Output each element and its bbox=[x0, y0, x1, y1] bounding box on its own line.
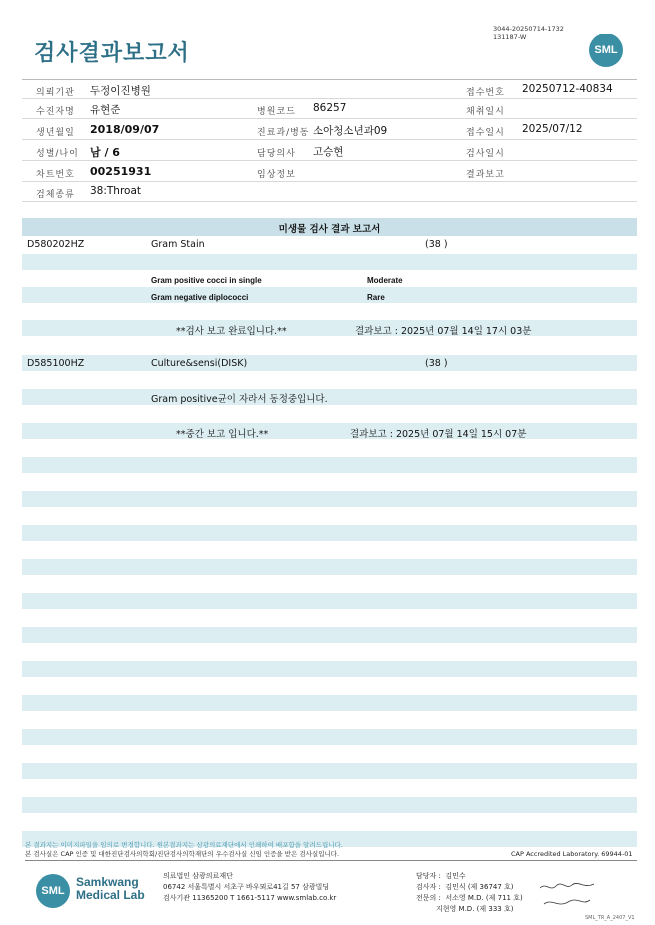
result-row-band bbox=[22, 593, 637, 609]
page-title: 검사결과보고서 bbox=[34, 41, 190, 66]
field-label: 담당의사 bbox=[257, 149, 296, 159]
field-label: 생년월일 bbox=[36, 128, 75, 138]
field-value: 38:Throat bbox=[90, 185, 142, 197]
field-label: 의뢰기관 bbox=[36, 88, 75, 98]
field-label: 차트번호 bbox=[36, 170, 75, 180]
info-row bbox=[22, 182, 637, 202]
field-label: 접수번호 bbox=[466, 88, 505, 98]
field-label: 병원코드 bbox=[257, 107, 296, 117]
final-report-note: **검사 보고 완료입니다.** bbox=[176, 326, 287, 337]
field-value: 00251931 bbox=[90, 165, 152, 178]
result-row-band bbox=[22, 729, 637, 745]
info-row bbox=[22, 141, 637, 161]
field-value: 2025/07/12 bbox=[522, 123, 583, 135]
staff-line: 전문의 : 서소영 M.D. (제 711 호) bbox=[416, 894, 523, 902]
field-label: 수진자명 bbox=[36, 107, 75, 117]
result-row-band bbox=[22, 797, 637, 813]
field-label: 성별/나이 bbox=[36, 149, 79, 159]
cap-accreditation: CAP Accredited Laboratory. 69944-01 bbox=[511, 850, 633, 858]
gram-organism: Gram negative diplococci bbox=[151, 293, 249, 302]
field-value: 20250712-40834 bbox=[522, 83, 613, 95]
info-row bbox=[22, 99, 637, 119]
test-number: (38 ) bbox=[425, 358, 448, 369]
result-row-band bbox=[22, 491, 637, 507]
field-value: 두정이진병원 bbox=[90, 85, 151, 97]
field-label: 결과보고 bbox=[466, 170, 505, 180]
result-row-band bbox=[22, 559, 637, 575]
culture-note: Gram positive균이 자라서 동정중입니다. bbox=[151, 394, 328, 405]
brand-line2: Medical Lab bbox=[76, 888, 145, 902]
field-value: 2018/09/07 bbox=[90, 123, 160, 136]
org-address: 06742 서울특별시 서초구 바우뫼로41길 57 삼광빌딩 bbox=[163, 883, 330, 891]
result-row-band bbox=[22, 525, 637, 541]
footer-notice: 본 결과지는 이미지파일을 임의로 변경합니다. 원본결과지는 삼광의료재단에서 인쇄하여 배포함을 알려드립니다. bbox=[25, 841, 343, 849]
result-row-band bbox=[22, 389, 637, 405]
gram-organism: Gram positive cocci in single bbox=[151, 276, 262, 285]
result-row-band bbox=[22, 287, 637, 303]
signature-image bbox=[538, 880, 598, 910]
document-id bbox=[493, 25, 564, 41]
document-id-line1: 3044-20250714-1732 bbox=[493, 25, 564, 33]
info-row bbox=[22, 162, 637, 182]
test-code: D580202HZ bbox=[27, 239, 85, 250]
form-code: SML_TR_A_2407_V1 bbox=[585, 915, 635, 921]
field-value: 소아청소년과09 bbox=[313, 125, 388, 137]
footer-logo: SML bbox=[36, 874, 70, 908]
field-label: 접수일시 bbox=[466, 128, 505, 138]
footer-divider bbox=[25, 860, 637, 861]
info-row bbox=[22, 79, 637, 99]
test-code: D585100HZ bbox=[27, 358, 85, 369]
result-row-band bbox=[22, 661, 637, 677]
field-value: 86257 bbox=[313, 102, 347, 114]
document-id-line2: 131187-W bbox=[493, 33, 527, 41]
result-row-band bbox=[22, 423, 637, 439]
staff-line: 지현영 M.D. (제 333 호) bbox=[416, 905, 514, 913]
interim-report-time: 결과보고 : 2025년 07월 14일 15시 07분 bbox=[350, 429, 527, 440]
gram-amount: Moderate bbox=[367, 276, 403, 285]
result-row-band bbox=[22, 763, 637, 779]
interim-report-note: **중간 보고 입니다.** bbox=[176, 429, 269, 440]
test-name: Gram Stain bbox=[151, 239, 205, 250]
field-label: 검체종류 bbox=[36, 190, 75, 200]
field-value: 유현준 bbox=[90, 104, 121, 116]
section-title: 미생물 검사 결과 보고서 bbox=[278, 224, 381, 235]
info-row bbox=[22, 120, 637, 140]
gram-amount: Rare bbox=[367, 293, 385, 302]
org-name: 의료법인 삼광의료재단 bbox=[163, 872, 233, 880]
field-label: 채취일시 bbox=[466, 107, 505, 117]
final-report-time: 결과보고 : 2025년 07월 14일 17시 03분 bbox=[355, 326, 532, 337]
field-label: 임상정보 bbox=[257, 170, 296, 180]
staff-line: 담당자 : 김민수 bbox=[416, 872, 466, 880]
result-row-band bbox=[22, 457, 637, 473]
org-contact: 검사기관 11365200 T 1661-5117 www.smlab.co.kr bbox=[163, 894, 337, 902]
result-row-band bbox=[22, 320, 637, 336]
section-header-bar bbox=[22, 218, 637, 236]
field-label: 검사일시 bbox=[466, 149, 505, 159]
staff-line: 검사자 : 김민식 (제 36747 호) bbox=[416, 883, 514, 891]
field-value: 고승현 bbox=[313, 146, 344, 158]
footer-accreditation: 본 검사실은 CAP 인증 및 대한진단검사의학회/진단검사의학재단의 우수검사실 신임 인증을 받은 검사실입니다. bbox=[25, 850, 340, 858]
result-row-band bbox=[22, 355, 637, 371]
test-number: (38 ) bbox=[425, 239, 448, 250]
result-row-band bbox=[22, 627, 637, 643]
brand-name bbox=[76, 876, 145, 902]
test-name: Culture&sensi(DISK) bbox=[151, 358, 248, 369]
brand-line1: Samkwang bbox=[76, 875, 139, 889]
result-row-band bbox=[22, 695, 637, 711]
sml-logo: SML bbox=[589, 33, 623, 67]
result-row-band bbox=[22, 254, 637, 270]
field-label: 진료과/병동 bbox=[257, 128, 310, 138]
field-value: 남 / 6 bbox=[90, 146, 120, 159]
